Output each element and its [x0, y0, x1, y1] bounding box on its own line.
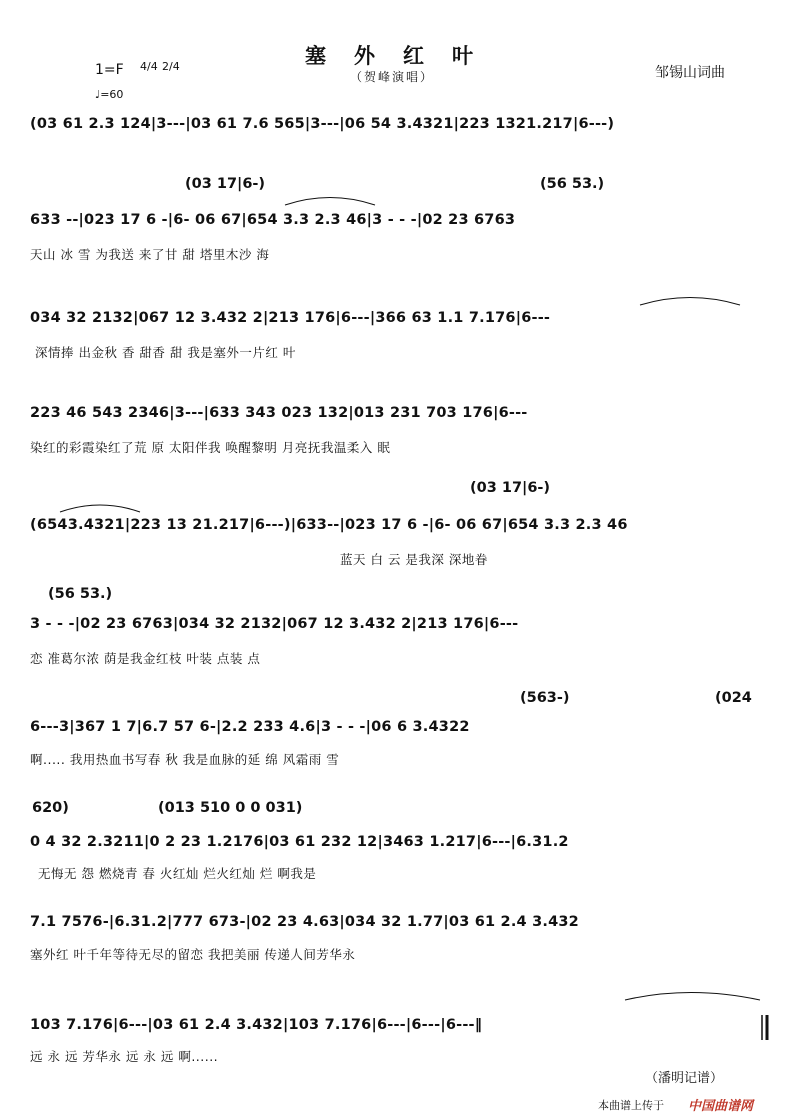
score-row-4-lyrics: 染红的彩霞染红了荒 原 太阳伴我 唤醒黎明 月亮抚我温柔入 眠 — [30, 440, 391, 455]
score-row-6-overlay-1: (56 53.) — [48, 586, 113, 602]
score-row-8-lyrics: 无悔无 怨 燃烧青 春 火红灿 烂火红灿 烂 啊我是 — [38, 866, 317, 881]
score-row-1-notes: (03 61 2.3 124|3---|03 61 7.6 565|3---|06 54 3.4321|223 1321.217|6---) — [30, 116, 615, 132]
score-row-2-overlay-2: (56 53.) — [540, 176, 605, 192]
score-row-8-overlay-1: 620) — [32, 800, 69, 816]
score-row-6-notes: 3 - - -|02 23 6763|034 32 2132|067 12 3.432 2|213 176|6--- — [30, 616, 519, 632]
score-row-9-notes: 7.1 7576-|6.31.2|777 673-|02 23 4.63|034 32 1.77|03 61 2.4 3.432 — [30, 914, 579, 930]
score-row-9-lyrics: 塞外红 叶千年等待无尽的留恋 我把美丽 传递人间芳华永 — [30, 947, 356, 962]
key-signature: 1=F — [95, 62, 124, 78]
score-row-7-notes: 6---3|367 1 7|6.7 57 6-|2.2 233 4.6|3 - - -|06 6 3.4322 — [30, 719, 470, 735]
score-row-4-notes: 223 46 543 2346|3---|633 343 023 132|013 231 703 176|6--- — [30, 405, 528, 421]
site-logo: 中国曲谱网 — [688, 1099, 754, 1114]
tempo-marking: ♩=60 — [95, 88, 124, 101]
score-row-8-overlay-2: (013 510 0 0 031) — [158, 800, 303, 816]
score-row-2-overlay-1: (03 17|6-) — [185, 176, 266, 192]
song-title: 塞外红叶 — [305, 43, 501, 68]
score-row-3-lyrics: 深情捧 出金秋 香 甜香 甜 我是塞外一片红 叶 — [35, 345, 296, 360]
score-row-7-lyrics: 啊..... 我用热血书写春 秋 我是血脉的延 绵 风霜雨 雪 — [30, 752, 340, 767]
upload-note: 本曲谱上传于 — [598, 1099, 664, 1112]
score-row-3-notes: 034 32 2132|067 12 3.432 2|213 176|6---|366 63 1.1 7.176|6--- — [30, 310, 551, 326]
transcriber-credit: （潘明记谱） — [645, 1071, 724, 1086]
score-row-2-lyrics: 天山 冰 雪 为我送 来了甘 甜 塔里木沙 海 — [30, 247, 270, 262]
score-row-7-overlay-2: (024 — [715, 690, 752, 706]
score-row-2-notes: 633 --|023 17 6 -|6- 06 67|654 3.3 2.3 46|3 - - -|02 23 6763 — [30, 212, 516, 228]
time-signature-2-4: 2/4 — [162, 60, 180, 73]
score-row-7-overlay-1: (563-) — [520, 690, 570, 706]
song-subtitle: （贺峰演唱） — [350, 70, 435, 84]
score-row-5-lyrics: 蓝天 白 云 是我深 深地眷 — [340, 552, 488, 567]
score-row-6-lyrics: 恋 准葛尔浓 荫是我金红枝 叶装 点装 点 — [30, 651, 261, 666]
time-signature-4-4: 4/4 — [140, 60, 158, 73]
composer-credit: 邹锡山词曲 — [655, 65, 725, 81]
score-row-5-overlay-1: (03 17|6-) — [470, 480, 551, 496]
score-row-5-notes: (6543.4321|223 13 21.217|6---)|633--|023 17 6 -|6- 06 67|654 3.3 2.3 46 — [30, 517, 628, 533]
score-row-8-notes: 0 4 32 2.3211|0 2 23 1.2176|03 61 232 12|3463 1.217|6---|6.31.2 — [30, 834, 569, 850]
score-row-10-lyrics: 远 永 远 芳华永 远 永 远 啊...... — [30, 1049, 219, 1064]
score-row-10-notes: 103 7.176|6---|03 61 2.4 3.432|103 7.176|6---|6---|6---‖ — [30, 1017, 483, 1033]
